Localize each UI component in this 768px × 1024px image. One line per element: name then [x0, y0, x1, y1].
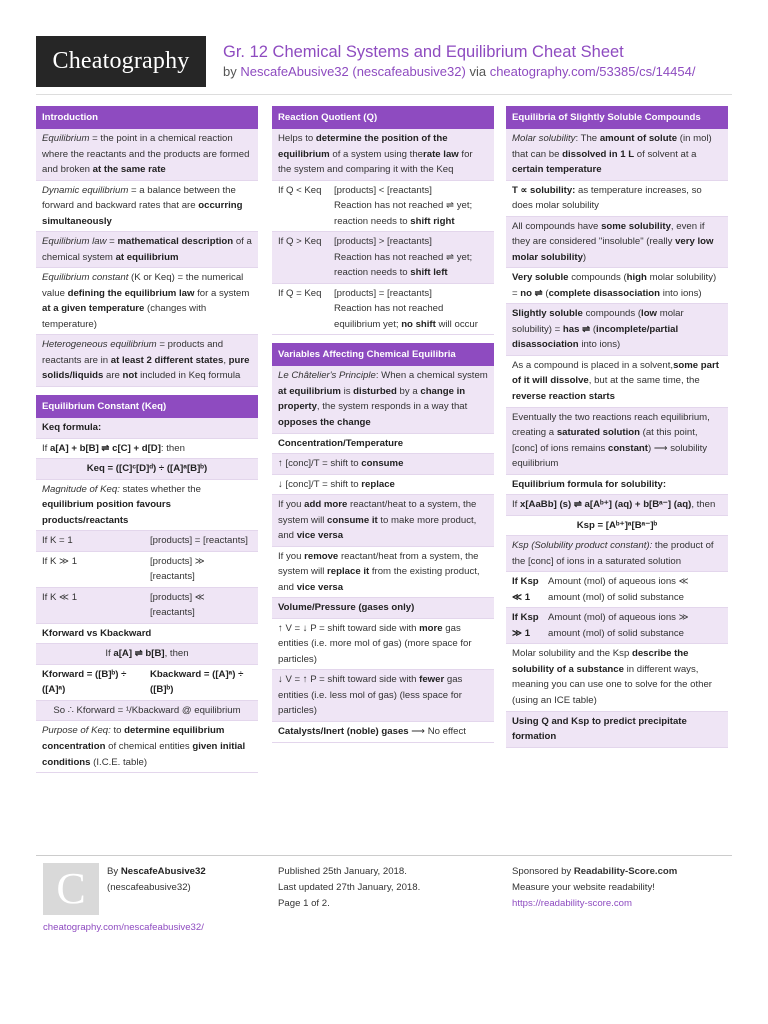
footer-sponsor [512, 864, 677, 912]
conc-temp-heading: Concentration/Temperature [272, 434, 494, 455]
text: (K or Keq) = the numerical value [42, 272, 244, 299]
bold: remove [304, 550, 339, 562]
bold: Slightly soluble [512, 308, 583, 320]
text: states whether the [119, 483, 201, 495]
term: Equilibrium [42, 133, 90, 144]
slightly-soluble [506, 304, 728, 356]
intro-row [36, 129, 258, 181]
kbackward-formula: Kbackward = ([A]ᵃ) ÷ ([B]ᵇ) [150, 668, 244, 696]
keq-case-row [36, 588, 258, 624]
text: in different ways, meaning you can use one to solve for the other (using an ICE table) [512, 663, 712, 706]
kforward-kbackward-heading: Kforward vs Kbackward [36, 624, 258, 645]
bold: vice versa [296, 581, 344, 593]
intro-row [36, 232, 258, 268]
intro-row [36, 181, 258, 233]
text: If you [278, 499, 305, 511]
bold: at least 2 different states [110, 354, 224, 366]
sponsor-name[interactable]: Readability-Score.com [573, 866, 678, 877]
line1: [products] > [reactants] [334, 236, 432, 248]
case-condition: If Ksp ≪ 1 [512, 576, 539, 603]
text: , then [164, 648, 189, 660]
text: , even if they are considered "insoluble" (really [512, 220, 705, 248]
bold: no shift [401, 318, 436, 330]
bold: mathematical description [117, 236, 234, 248]
text: = a balance between the forward and backward rates that are [42, 184, 236, 212]
column-1 [36, 106, 258, 773]
text: ↓ V = ↑ P = shift toward side with [278, 674, 420, 686]
bold: replace it [327, 566, 370, 578]
case-condition: If Q = Keq [278, 287, 322, 299]
bold: defining the equilibrium law [67, 287, 195, 299]
text: reactant/heat to a system, the system will [278, 499, 477, 526]
case-condition: If K ≫ 1 [42, 555, 78, 567]
bold: certain temperature [512, 164, 602, 176]
text: If [42, 442, 50, 454]
bold: more [419, 622, 443, 634]
bold: shift right [410, 215, 455, 227]
bold: has ⇌ [562, 323, 591, 335]
page-title[interactable]: Gr. 12 Chemical Systems and Equilibrium Cheat Sheet [223, 43, 624, 61]
sheet-url-link[interactable]: cheatography.com/53385/cs/14454/ [489, 64, 696, 79]
conc-down [272, 475, 494, 496]
byline-via: via [469, 64, 487, 79]
predict-precipitate [506, 712, 728, 748]
text: to make more product, and [278, 514, 477, 542]
text: , but at the same time, the [588, 375, 700, 387]
text: : When a chemical system [375, 370, 488, 382]
text: for a system [194, 287, 250, 299]
header-divider [36, 94, 732, 95]
case-value [334, 234, 488, 281]
case-value [334, 183, 488, 230]
text: (I.C.E. table) [90, 756, 148, 768]
bold: vice versa [296, 530, 344, 542]
term: Magnitude of Keq: [42, 483, 120, 495]
section-heading-variables: Variables Affecting Chemical Equilibria [272, 343, 494, 366]
text: = the point in a chemical reaction where the reactants and the products are formed and broken [42, 133, 250, 176]
text: (at this point, [conc] of ions remains [512, 427, 698, 454]
text: into ions) [578, 339, 621, 351]
bold: determine the position of the equilibrium [278, 133, 448, 160]
column-2 [272, 106, 494, 743]
footer-author-link[interactable]: cheatography.com/nescafeabusive32/ [43, 922, 204, 933]
bold: determine equilibrium concentration [42, 725, 225, 752]
author-avatar[interactable]: C [43, 863, 99, 915]
text: If [105, 648, 114, 660]
page-number: Page 1 of 2. [278, 898, 330, 909]
eq-formula-heading: Equilibrium formula for solubility: [506, 475, 728, 496]
intro-row [36, 335, 258, 387]
section-heading-reaction-quotient: Reaction Quotient (Q) [272, 106, 494, 129]
fb-so-line [36, 701, 258, 722]
text: All compounds have [512, 220, 602, 232]
eq-formula-if [506, 495, 728, 516]
line3: will occur [435, 318, 478, 330]
line1: [products] = [reactants] [334, 287, 432, 299]
case-condition: If K ≪ 1 [42, 591, 78, 603]
conc-up [272, 454, 494, 475]
text: gas entities (i.e. less mol of gas) (less space for particles) [278, 674, 463, 717]
keq-magnitude [36, 480, 258, 532]
text: of chemical entities [105, 741, 193, 752]
bold: add more [304, 499, 348, 511]
byline [223, 63, 695, 81]
very-soluble [506, 268, 728, 304]
formula: Keq = ([C]ᶜ[D]ᵈ) ÷ ([A]ᵃ[B]ᵇ) [86, 463, 208, 475]
bold: change in property [278, 385, 466, 413]
line2: Reaction has not reached ⇌ yet; reaction needs to [334, 200, 473, 227]
text: If [512, 499, 520, 511]
term: Ksp (Solubility product constant): [512, 540, 653, 552]
text: : then [160, 442, 185, 454]
add-more [272, 495, 494, 547]
text: compounds ( [582, 308, 642, 320]
column-3 [506, 106, 728, 748]
case-value: Amount (mol) of aqueous ions ≪ amount (mol) of solid substance [548, 576, 689, 603]
catalysts [272, 722, 494, 743]
case-condition: If K = 1 [42, 535, 73, 547]
footer-author-name[interactable]: NescafeAbusive32 [120, 866, 206, 877]
bold: consume it [327, 514, 378, 526]
text: = products and reactants are in [42, 339, 224, 366]
text: (in mol) that can be [512, 133, 712, 160]
case-value: Amount (mol) of aqueous ions ≫ amount (mol) of solid substance [548, 612, 689, 639]
bold: saturated solution [556, 427, 640, 439]
text: molar solubility) = [512, 272, 717, 299]
footer-by: By [107, 866, 121, 877]
ksp-definition [506, 536, 728, 572]
text: So ∴ Kforward = ¹/Kbackward @ equilibrium [53, 704, 241, 716]
text: are [103, 370, 123, 382]
text: , then [691, 499, 716, 511]
all-compounds [506, 217, 728, 269]
text: as temperature increases, so does molar solubility [512, 184, 702, 212]
bold: incomplete/partial disassociation [512, 323, 679, 351]
bold: describe the solubility of a substance [512, 648, 689, 675]
bold: occurring simultaneously [42, 200, 243, 227]
eventually [506, 408, 728, 475]
vp-row [272, 670, 494, 722]
bold: replace [361, 478, 395, 490]
keq-case-row [36, 552, 258, 588]
text: molar solubility) = [512, 308, 684, 335]
text: ( [542, 287, 549, 299]
text: ↑ [conc]/T = shift to [278, 458, 362, 470]
keq-formula-label: Keq formula: [36, 418, 258, 439]
text: from the existing product, and [278, 566, 480, 593]
keq-case-row [36, 531, 258, 552]
case-condition: If Q < Keq [278, 184, 322, 196]
text: for the system and comparing it with the Keq [278, 148, 473, 176]
text: compounds ( [568, 272, 627, 284]
rq-case-row [272, 232, 494, 284]
equation: x[AaBb] (s) ⇌ a[Aᵇ⁺] (aq) + b[Bᵃ⁻] (aq) [520, 499, 692, 511]
bold: at equilibrium [278, 385, 341, 397]
sponsor-tagline: Measure your website readability! [512, 882, 655, 893]
case-value: [products] ≪ [reactants] [150, 591, 205, 619]
text: ( [590, 323, 597, 335]
text: : The [575, 133, 600, 144]
updated: Last updated 27th January, 2018. [278, 882, 421, 893]
sponsor-pre: Sponsored by [512, 866, 574, 877]
formula: Ksp = [Aᵇ⁺]ᵃ[Bᵃ⁻]ᵇ [576, 519, 658, 531]
keq-formula [36, 459, 258, 480]
case-condition: If Ksp ≫ 1 [512, 612, 539, 639]
text: Eventually the two reactions reach equilibrium, creating a [512, 411, 710, 439]
bold: fewer [419, 674, 445, 686]
text: by a [396, 385, 421, 397]
bold: T ∝ solubility: [512, 184, 576, 196]
text: of solvent at a [634, 148, 697, 160]
equation: a[A] ⇌ b[B] [113, 648, 165, 660]
bold: some part of it will dissolve [512, 359, 719, 387]
ksp-formula [506, 516, 728, 537]
rq-intro [272, 129, 494, 181]
volume-pressure-heading: Volume/Pressure (gases only) [272, 598, 494, 619]
footer-publish-info [278, 864, 420, 912]
term: Heterogeneous equilibrium [42, 339, 157, 351]
fb-formulas [36, 665, 258, 701]
bold: at the same rate [92, 164, 166, 176]
molar-solubility [506, 129, 728, 181]
bold: consume [361, 458, 404, 470]
term: Equilibrium constant [42, 272, 129, 284]
text: , the system responds in a way that [316, 401, 468, 413]
text: , [223, 354, 229, 366]
text: is [340, 385, 354, 397]
bold: disturbed [353, 385, 397, 397]
text: into ions) [660, 287, 702, 299]
bold: amount of solute [599, 133, 678, 144]
text: ) [582, 251, 587, 263]
intro-row [36, 268, 258, 335]
footer-divider [36, 855, 732, 856]
bold: opposes the change [278, 416, 371, 428]
sponsor-url[interactable]: https://readability-score.com [512, 898, 632, 909]
case-value: [products] = [reactants] [150, 535, 248, 547]
term: Equilibrium law [42, 236, 107, 248]
remove [272, 547, 494, 599]
text: As a compound is placed in a solvent, [512, 359, 674, 371]
text: = [106, 236, 118, 248]
footer-handle: (nescafeabusive32) [107, 882, 191, 893]
bold: at a given temperature [42, 303, 145, 315]
vp-row [272, 619, 494, 671]
case-condition: If Q > Keq [278, 236, 322, 248]
published: Published 25th January, 2018. [278, 866, 407, 877]
bold: not [122, 370, 138, 382]
text: ↓ [conc]/T = shift to [278, 478, 362, 490]
text: ⟶ No effect [408, 726, 466, 737]
text: included in Keq formula [137, 370, 241, 382]
bold: equilibrium position favours products/reactants [42, 499, 171, 526]
bold: complete disassociation [548, 287, 661, 299]
ksp-case-row [506, 608, 728, 644]
term: Molar solubility [512, 133, 576, 144]
bold: no ⇌ [520, 287, 543, 299]
text: (changes with temperature) [42, 303, 207, 330]
bold: dissolved in 1 L [562, 148, 635, 160]
top-bar [0, 0, 768, 10]
line2: Reaction has not reached ⇌ yet; reaction needs to [334, 251, 473, 279]
bold: some solubility [601, 220, 671, 232]
keq-purpose [36, 721, 258, 773]
bold: Very soluble [512, 272, 569, 284]
bold: very low molar solubility [512, 236, 714, 263]
section-heading-keq: Equilibrium Constant (Keq) [36, 395, 258, 418]
text: ↑ V = ↓ P = shift toward side with [278, 622, 420, 634]
bold: rate law [423, 148, 459, 160]
text: Molar solubility and the Ksp [512, 648, 632, 660]
le-chatelier [272, 366, 494, 433]
section-heading-solubility: Equilibria of Slightly Soluble Compounds [506, 106, 728, 129]
case-value: [products] ≫ [reactants] [150, 555, 205, 583]
bold: high [626, 272, 647, 284]
text: reactant/heat from a system, the system will [278, 550, 479, 578]
case-value [334, 286, 488, 333]
text: to [110, 725, 125, 737]
bold: Using Q and Ksp to predict precipitate formation [512, 715, 687, 743]
bold: shift left [410, 267, 448, 279]
cheatography-logo[interactable]: Cheatography [36, 36, 206, 87]
bold: low [641, 308, 658, 320]
text: of a system using the [329, 148, 424, 160]
text: the product of the [conc] of ions in a saturated solution [512, 540, 714, 567]
text: Helps to [278, 133, 316, 144]
bold: Catalysts/Inert (noble) gases [278, 726, 409, 737]
bold: reverse reaction starts [512, 390, 615, 402]
section-heading-introduction: Introduction [36, 106, 258, 129]
bold: constant [607, 442, 648, 454]
term: Le Châtelier's Principle [278, 370, 376, 382]
byline-by: by [223, 64, 237, 79]
author-link[interactable]: NescafeAbusive32 (nescafeabusive32) [240, 64, 466, 79]
bold: given initial conditions [42, 741, 246, 768]
bold: at equilibrium [115, 251, 179, 263]
equation: a[A] + b[B] ⇌ c[C] + d[D] [50, 442, 161, 454]
molar-ksp [506, 644, 728, 711]
fb-if-line [36, 644, 258, 665]
text: of a chemical system [42, 236, 252, 263]
temp-solubility [506, 181, 728, 217]
footer-author [107, 864, 206, 896]
line1: [products] < [reactants] [334, 184, 432, 196]
term: Purpose of Keq: [42, 725, 111, 737]
text: If you [278, 550, 305, 562]
rq-case-row [272, 284, 494, 336]
kforward-formula: Kforward = ([B]ᵇ) ÷ ([A]ᵃ) [42, 668, 127, 696]
bold: pure solids/liquids [42, 354, 250, 382]
term: Dynamic equilibrium [42, 184, 129, 196]
line2: Reaction has not reached equilibrium yet; [334, 303, 444, 330]
dissolve [506, 356, 728, 408]
keq-if-line [36, 439, 258, 460]
text: ) ⟶ solubility equilibrium [512, 442, 708, 470]
rq-case-row [272, 181, 494, 233]
text: gas entities (i.e. more mol of gas) (more space for particles) [278, 622, 472, 665]
ksp-case-row [506, 572, 728, 608]
